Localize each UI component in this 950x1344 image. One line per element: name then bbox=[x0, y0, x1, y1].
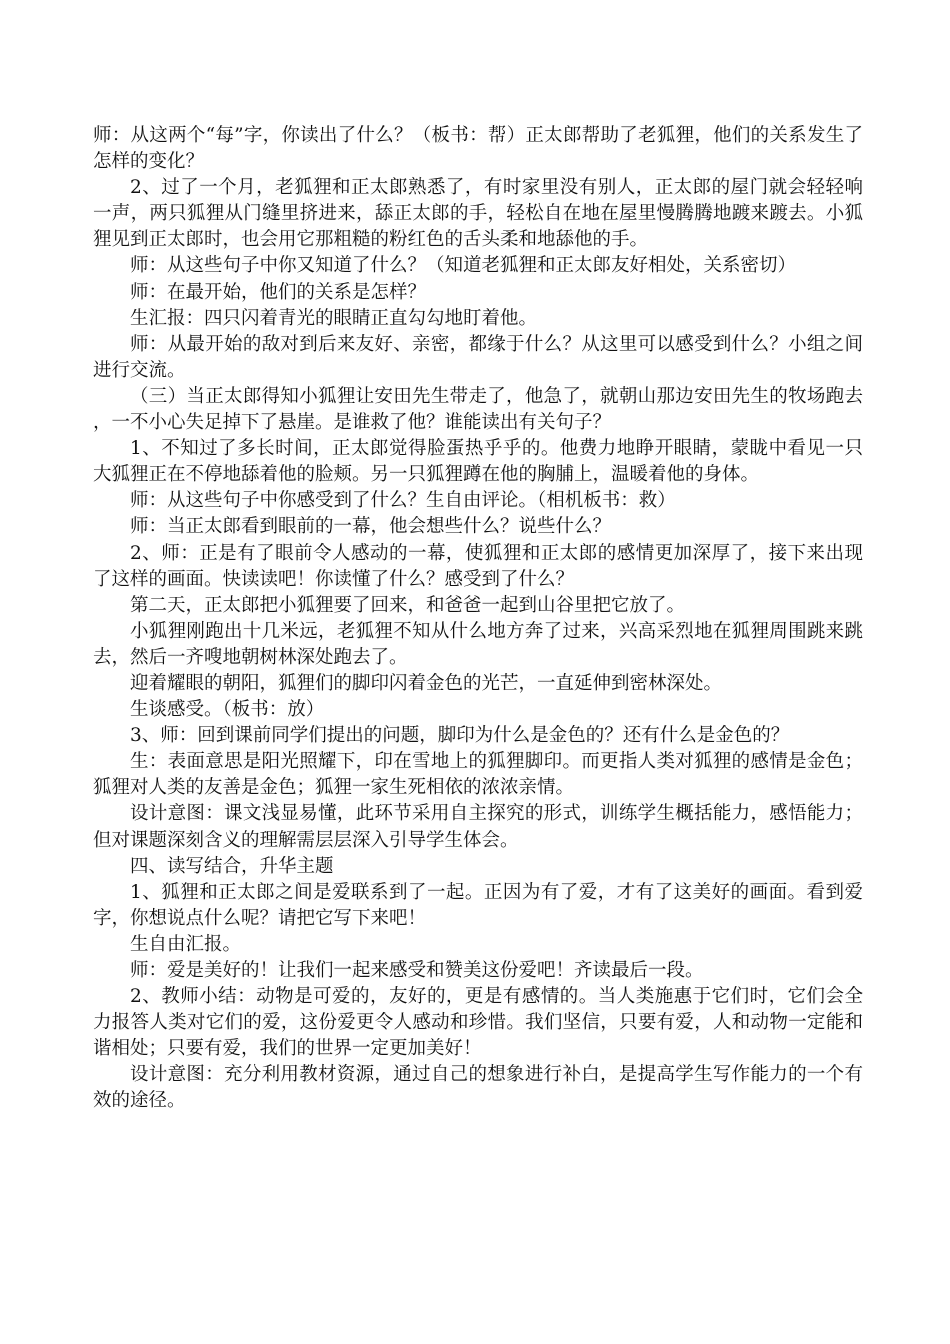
paragraph-12: 第二天，正太郎把小狐狸要了回来，和爸爸一起到山谷里把它放了。 bbox=[130, 594, 686, 616]
paragraph-7: （三）当正太郎得知小狐狸让安田先生带走了，他急了，就朝山那边安田先生的牧场跑去，一不小心失足掉下了悬崖。是谁救了他？谁能读出有关句子？ bbox=[93, 385, 863, 434]
paragraph-6: 师：从最开始的敌对到后来友好、亲密，都缘于什么？从这里可以感受到什么？小组之间进行交流。 bbox=[93, 333, 863, 381]
paragraph-5: 生汇报：四只闪着青光的眼睛正直勾勾地盯着他。 bbox=[130, 307, 538, 329]
paragraph-13: 小狐狸刚跑出十几米远，老狐狸不知从什么地方奔了过来，兴高采烈地在狐狸周围跳来跳去，然后一齐嗖地朝树林深处跑去了。 bbox=[93, 620, 863, 668]
paragraph-23: 2、教师小结：动物是可爱的，友好的，更是有感情的。当人类施惠于它们时，它们会全力报答人类对它们的爱，这份爱更令人感动和珍惜。我们坚信，只要有爱，人和动物一定能和谐相处；只要有爱，我们的世界一定更加美好！ bbox=[93, 986, 863, 1060]
paragraph-24: 设计意图：充分利用教材资源，通过自己的想象进行补白，是提高学生写作能力的一个有效的途径。 bbox=[93, 1064, 863, 1112]
paragraph-11: 2、师：正是有了眼前令人感动的一幕，使狐狸和正太郎的感情更加深厚了，接下来出现了这样的画面。快读读吧！你读懂了什么？感受到了什么？ bbox=[93, 542, 863, 590]
paragraph-15: 生谈感受。（板书：放） bbox=[130, 699, 325, 721]
paragraph-4: 师：在最开始，他们的关系是怎样？ bbox=[130, 281, 427, 303]
document-body bbox=[93, 123, 863, 1115]
paragraph-16: 3、师：回到课前同学们提出的问题，脚印为什么是金色的？还有什么是金色的？ bbox=[130, 725, 790, 747]
paragraph-9: 师：从这些句子中你感受到了什么？生自由评论。（相机板书：救） bbox=[130, 490, 676, 512]
paragraph-3: 师：从这些句子中你又知道了什么？（知道老狐狸和正太郎友好相处，关系密切） bbox=[130, 255, 797, 277]
paragraph-20: 1、狐狸和正太郎之间是爱联系到了一起。正因为有了爱，才有了这美好的画面。看到爱字，你想说点什么呢？请把它写下来吧！ bbox=[93, 881, 863, 929]
paragraph-21: 生自由汇报。 bbox=[130, 933, 242, 955]
paragraph-18: 设计意图：课文浅显易懂，此环节采用自主探究的形式，训练学生概括能力，感悟能力；但对课题深刻含义的理解需层层深入引导学生体会。 bbox=[93, 803, 863, 851]
paragraph-17: 生：表面意思是阳光照耀下，印在雪地上的狐狸脚印。而更指人类对狐狸的感情是金色；狐狸对人类的友善是金色；狐狸一家生死相依的浓浓亲情。 bbox=[93, 751, 863, 799]
paragraph-1: 师：从这两个“每”字，你读出了什么？（板书：帮）正太郎帮助了老狐狸，他们的关系发生了怎样的变化？ bbox=[93, 125, 863, 173]
paragraph-14: 迎着耀眼的朝阳，狐狸们的脚印闪着金色的光芒，一直延伸到密林深处。 bbox=[130, 672, 723, 694]
paragraph-2: 2、过了一个月，老狐狸和正太郎熟悉了，有时家里没有别人，正太郎的屋门就会轻轻响一声，两只狐狸从门缝里挤进来，舔正太郎的手，轻松自在地在屋里慢腾腾地踱来踱去。小狐狸见到正太郎时，也会用它那粗糙的粉红色的舌头柔和地舔他的手。 bbox=[93, 177, 863, 251]
section-heading: 四、读写结合，升华主题 bbox=[130, 855, 334, 877]
paragraph-22: 师：爱是美好的！让我们一起来感受和赞美这份爱吧！齐读最后一段。 bbox=[130, 960, 704, 981]
paragraph-8: 1、不知过了多长时间，正太郎觉得脸蛋热乎乎的。他费力地睁开眼睛，蒙眬中看见一只大狐狸正在不停地舔着他的脸颊。另一只狐狸蹲在他的胸脯上，温暖着他的身体。 bbox=[93, 438, 863, 486]
paragraph-10: 师：当正太郎看到眼前的一幕，他会想些什么？说些什么？ bbox=[130, 516, 612, 538]
